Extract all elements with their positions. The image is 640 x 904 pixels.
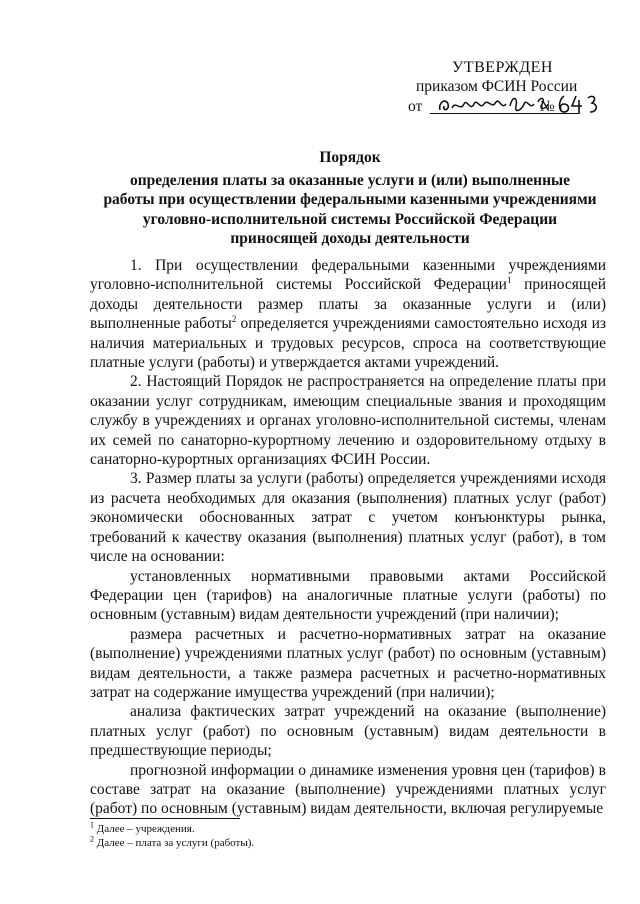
title-line: работы при осуществлении федеральными казенными учреждениями <box>103 191 597 209</box>
paragraph-text: приносящей доходы деятельности размер платы за оказанные услуги и (или) выполненные работы <box>90 276 606 333</box>
paragraph-6: анализа фактических затрат учреждений на оказание (выполнение) платных услуг (работ) по основным (уставным) видам деятельности в предшествующие периоды; <box>90 703 606 760</box>
title-line: приносящей доходы деятельности <box>230 230 470 248</box>
footnote-text: Далее – плата за услуги (работы). <box>94 837 255 849</box>
document-body <box>90 256 606 819</box>
title-line: определения платы за оказанные услуги и (или) выполненные <box>129 171 570 189</box>
paragraph-4: установленных нормативными правовыми актами Российской Федерации цен (тарифов) на аналогичные платные услуги (работы) по основным (уставным) видам деятельности учреждений (при наличии); <box>90 567 606 624</box>
approval-title: УТВЕРЖДЕН <box>452 59 553 76</box>
paragraph-7: прогнозной информации о динамике изменения уровня цен (тарифов) в составе затрат на оказание (выполнение) учреждениями платных услуг (работ) по основным (уставным) видам деятельности, включая регулируемые <box>90 761 606 818</box>
document-title <box>90 148 610 249</box>
approval-date-line <box>396 96 606 118</box>
footnote-2 <box>90 836 590 850</box>
footnote-separator <box>90 818 240 819</box>
approval-date-prefix: от <box>408 98 423 115</box>
paragraph-3: 3. Размер платы за услуги (работы) определяется учреждениями исходя из расчета необходимых для оказания (выполнения) платных услуг (работ) экономически обоснованных затрат с учетом конъюнктуры рынка, требований к качеству оказания (выполнения) платных услуг (работ), в том числе на основании: <box>90 470 606 566</box>
paragraph-text: определяется учреждениями самостоятельно исходя из наличия материальных и трудовых ресурсов, спроса на соответствующие платные услуги (работы) и утверждается актами учреждений. <box>90 315 606 372</box>
paragraph-text: 1. При осуществлении федеральными казенными учреждениями уголовно-исполнительной системы Российской Федерации <box>90 257 606 294</box>
paragraph-2: 2. Настоящий Порядок не распространяется на определение платы при оказании услуг сотрудникам, имеющим специальные звания и проходящим службу в учреждениях и органах уголовно-исполнительной системы, членам их семей по санаторно-курортному лечению и оздоровительному отдыху в санаторно-курортных организациях ФСИН России. <box>90 373 606 469</box>
approval-stamp <box>396 58 606 118</box>
footnote-ref: 2 <box>231 314 237 325</box>
footnote-mark: 2 <box>90 834 94 844</box>
footnotes <box>90 822 590 850</box>
paragraph-1 <box>90 256 606 372</box>
footnote-mark: 1 <box>90 820 94 830</box>
paragraph-5: размера расчетных и расчетно-нормативных затрат на оказание (выполнение) учреждениями платных услуг (работ) по основным (уставным) видам деятельности, а также размера расчетных и расчетно-нормативных затрат на содержание имущества учреждений (при наличии); <box>90 625 606 701</box>
handwritten-number <box>556 92 602 118</box>
approval-number-prefix: № <box>540 98 555 115</box>
approval-order: приказом ФСИН России <box>416 78 578 95</box>
footnote-ref: 1 <box>506 275 512 286</box>
title-line: уголовно-исполнительной системы Российской Федерации <box>142 210 558 228</box>
footnote-text: Далее – учреждения. <box>94 823 195 835</box>
footnote-1 <box>90 822 590 836</box>
title-line: Порядок <box>319 149 381 166</box>
